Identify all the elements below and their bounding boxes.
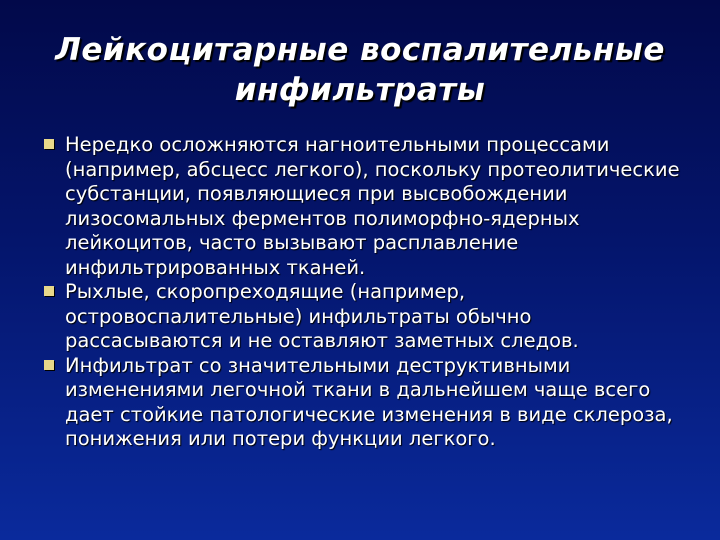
bullet-text: Нередко осложняются нагноительными процессами (например, абсцесс легкого), поскольку протеолитические субстанции, появляющиеся при высвобождении лизосомальных ферментов полиморфно-ядерных лейкоцитов, часто вызывают расплавление инфильтрированных тканей. [65, 133, 680, 279]
bullet-item [44, 280, 684, 354]
slide-title: Лейкоцитарные воспалительные инфильтраты [55, 32, 665, 108]
bullet-list [44, 133, 684, 452]
bullet-item [44, 133, 684, 280]
square-bullet-icon [44, 286, 54, 296]
square-bullet-icon [44, 139, 54, 149]
bullet-text: Инфильтрат со значительными деструктивными изменениями легочной ткани в дальнейшем чаще всего дает стойкие патологические изменения в виде склероза, понижения или потери функции легкого. [65, 353, 673, 450]
square-bullet-icon [44, 360, 54, 370]
bullet-item [44, 354, 684, 452]
bullet-text: Рыхлые, скоропреходящие (например, островоспалительные) инфильтраты обычно рассасываются и не оставляют заметных следов. [65, 280, 579, 352]
